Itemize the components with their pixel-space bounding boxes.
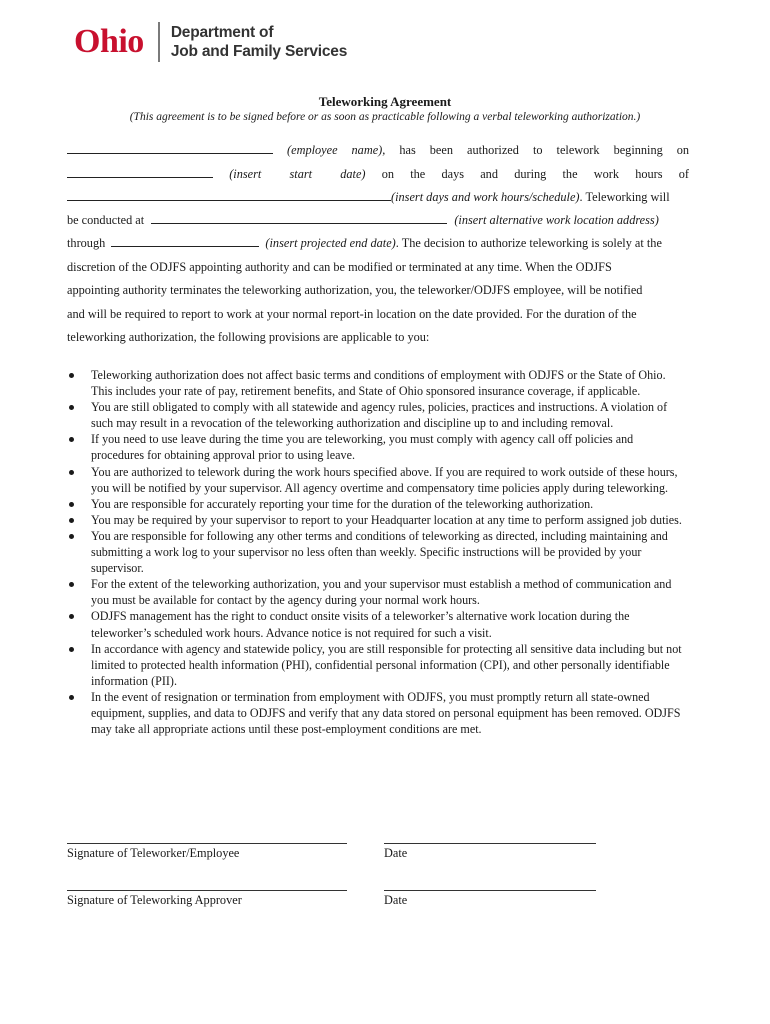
line5-rest: . The decision to authorize teleworking is solely at the — [395, 236, 662, 250]
provision-text: If you need to use leave during the time you are teleworking, you must comply with agency call off policies and procedures for obtaining approval prior to using leave. — [91, 432, 634, 463]
line2-word: days — [441, 167, 465, 181]
line1-word: telework — [556, 143, 600, 157]
work-location-field[interactable] — [151, 212, 447, 224]
approver-date-label: Date — [384, 893, 408, 907]
approver-signature-line[interactable] — [67, 890, 347, 891]
list-item — [67, 641, 689, 689]
provision-text: You may be required by your supervisor to report to your Headquarter location at any time to perform assigned job duties. — [91, 512, 682, 527]
bullet-icon — [69, 695, 74, 700]
agreement-line-4 — [67, 212, 689, 228]
line2-word: and — [480, 167, 498, 181]
agreement-line-6: discretion of the ODJFS appointing authority and can be modified or terminated at any time. When the ODJFS — [67, 260, 612, 274]
days-hours-field[interactable] — [67, 189, 391, 201]
line1-word: on — [676, 143, 689, 157]
agreement-line-9: teleworking authorization, the following provisions are applicable to you: — [67, 330, 430, 344]
list-item — [67, 496, 689, 512]
bullet-icon — [69, 502, 74, 507]
document-subtitle: (This agreement is to be signed before or as soon as practicable following a verbal teleworking authorization.) — [129, 111, 641, 123]
list-item — [67, 512, 689, 528]
list-item — [67, 528, 689, 576]
list-item — [67, 367, 689, 399]
agreement-line-1 — [67, 142, 689, 158]
odjfs-logo — [74, 14, 347, 70]
employee-name-hint: (employee name), — [287, 143, 386, 157]
bullet-icon — [69, 614, 74, 619]
bullet-icon — [69, 582, 74, 587]
end-date-field[interactable] — [111, 235, 259, 247]
line1-word: has — [399, 143, 416, 157]
line5-prefix: through — [67, 236, 106, 250]
provision-text: In the event of resignation or termination from employment with ODJFS, you must promptly return all state-owned equipment, supplies, and data to ODJFS and verify that any data stored on personal equipment has been removed. ODJFS may take all appropriate actions until these post-employment conditions are met. — [91, 689, 681, 737]
provision-text: You are responsible for following any other terms and conditions of teleworking as directed, including maintaining and submitting a work log to your supervisor no less often than weekly. Specific instructions will be provided by your supervisor. — [91, 528, 668, 576]
provision-text: Teleworking authorization does not affect basic terms and conditions of employment with ODJFS or the State of Ohio. This includes your rate of pay, retirement benefits, and State of Ohio sponsored insurance coverage, if applicable. — [91, 368, 666, 399]
teleworker-date-line[interactable] — [384, 843, 596, 844]
line2-word: work — [593, 167, 620, 181]
provision-text: ODJFS management has the right to conduct onsite visits of a teleworker’s alternative work location during the teleworker’s scheduled work hours. Advance notice is not required for such a visit. — [91, 609, 630, 640]
bullet-icon — [69, 405, 74, 410]
agreement-line-2 — [67, 166, 689, 182]
bullet-icon — [69, 647, 74, 652]
start-date-hint: (insert start date) — [229, 167, 366, 181]
provision-text: You are responsible for accurately reporting your time for the duration of the teleworking authorization. — [91, 496, 594, 511]
line2-word: the — [562, 167, 578, 181]
approver-signature-label: Signature of Teleworking Approver — [67, 893, 242, 907]
approver-date-line[interactable] — [384, 890, 596, 891]
bullet-icon — [69, 373, 74, 378]
line2-word: of — [678, 167, 689, 181]
agency-line-2: Job and Family Services — [170, 43, 348, 60]
line2-word: during — [514, 167, 547, 181]
line1-word: authorized — [467, 143, 519, 157]
provision-text: In accordance with agency and statewide policy, you are still responsible for protecting all sensitive data including but not limited to protected health information (PHI), confidential personal information (CPI), and other personally identifiable information (PII). — [91, 641, 682, 688]
line2-word: the — [410, 167, 426, 181]
line1-word: to — [532, 143, 543, 157]
list-item — [67, 464, 689, 496]
bullet-icon — [69, 534, 74, 539]
provision-text: You are authorized to telework during the work hours specified above. If you are required to work outside of these hours, you will be notified by your supervisor. All agency overtime and compensatory time policies apply during teleworking. — [91, 464, 678, 495]
agreement-line-3 — [67, 189, 689, 205]
agreement-line-7: appointing authority terminates the teleworking authorization, you, the teleworker/ODJFS employee, will be notified — [67, 283, 643, 297]
bullet-icon — [69, 470, 74, 475]
agreement-line-5 — [67, 235, 689, 251]
list-item — [67, 576, 689, 608]
teleworker-signature-line[interactable] — [67, 843, 347, 844]
list-item — [67, 608, 689, 640]
agency-name — [171, 23, 347, 61]
agreement-line-8: and will be required to report to work at your normal report-in location on the date provided. For the duration of the — [67, 307, 637, 321]
line4-prefix: be conducted at — [67, 213, 145, 227]
bullet-icon — [69, 518, 74, 523]
line1-word: beginning — [613, 143, 663, 157]
provisions-list — [67, 367, 689, 737]
agency-line-1: Department of — [170, 24, 274, 41]
list-item — [67, 399, 689, 431]
ohio-logo-text: Ohio — [74, 23, 144, 60]
teleworker-date-label: Date — [384, 846, 408, 860]
days-hours-hint: (insert days and work hours/schedule) — [391, 190, 580, 204]
bullet-icon — [69, 437, 74, 442]
document-title: Teleworking Agreement — [318, 94, 452, 109]
line2-word: on — [381, 167, 395, 181]
work-location-hint: (insert alternative work location address) — [454, 213, 659, 227]
line3-rest: . Teleworking will — [579, 190, 670, 204]
logo-divider — [158, 22, 160, 62]
list-item — [67, 689, 689, 737]
provision-text: You are still obligated to comply with all statewide and agency rules, policies, practices and instructions. A violation of such may result in a revocation of the teleworking authorization and discipline up to and including removal. — [91, 400, 668, 431]
line2-word: hours — [635, 167, 663, 181]
teleworker-signature-label: Signature of Teleworker/Employee — [67, 846, 240, 860]
end-date-hint: (insert projected end date) — [265, 236, 396, 250]
list-item — [67, 431, 689, 463]
start-date-field[interactable] — [67, 166, 213, 178]
line1-word: been — [429, 143, 453, 157]
employee-name-field[interactable] — [67, 142, 273, 154]
provision-text: For the extent of the teleworking authorization, you and your supervisor must establish a method of communication and you must be available for contact by the agency during your normal work hours. — [91, 577, 672, 608]
